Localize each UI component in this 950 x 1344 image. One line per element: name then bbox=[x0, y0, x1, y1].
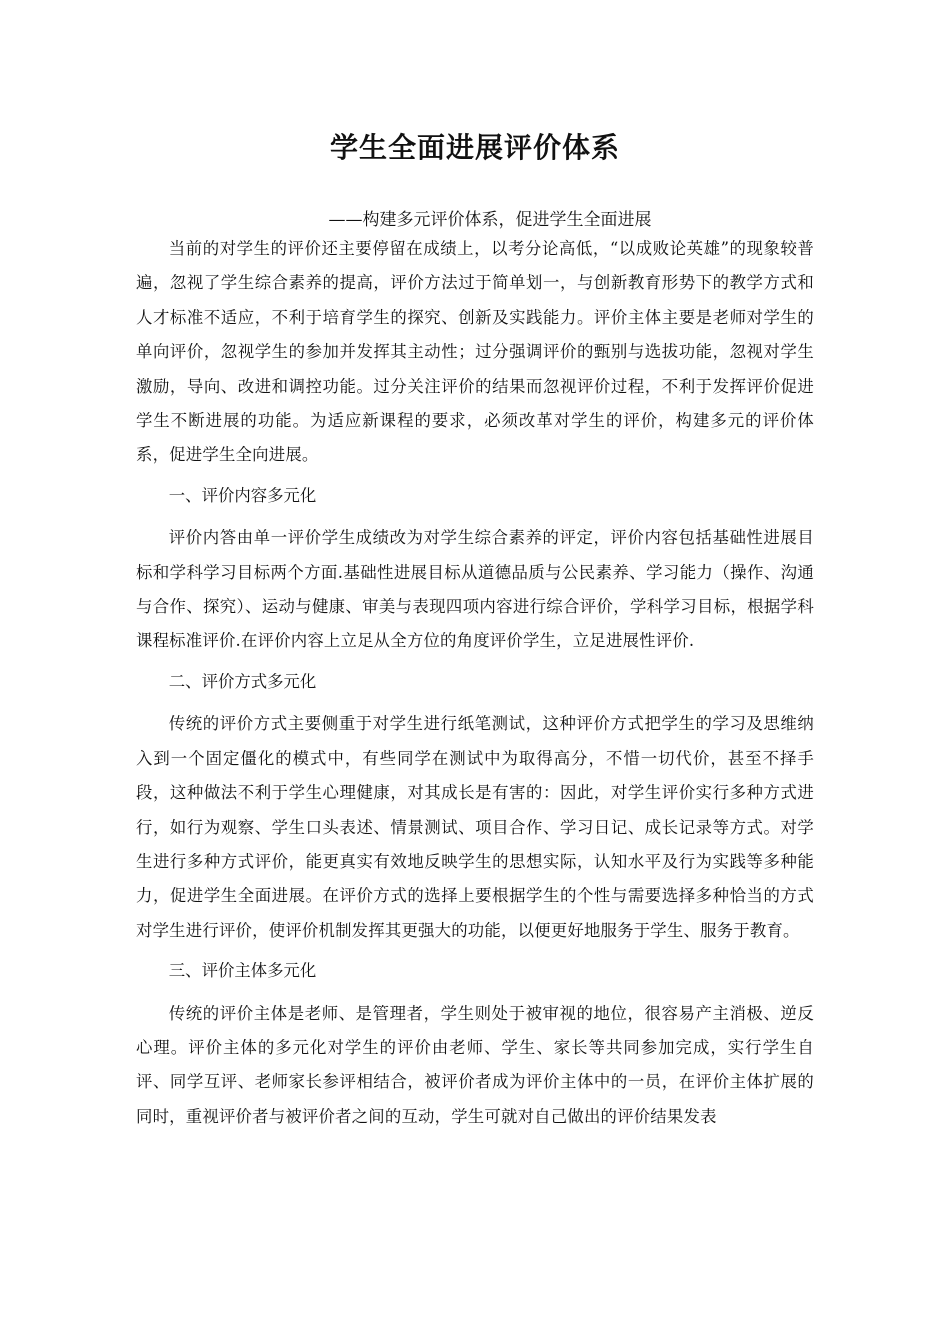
intro-paragraph: 当前的对学生的评价还主要停留在成绩上，以考分论高低，“以成败论英雄”的现象较普遍，忽视了学生综合素养的提高，评价方法过于简单划一，与创新教育形势下的教学方式和人才标准不适应，不利于培育学生的探究、创新及实践能力。评价主体主要是老师对学生的单向评价，忽视学生的参加并发挥其主动性；过分强调评价的甄别与选拔功能，忽视对学生激励，导向、改进和调控功能。过分关注评价的结果而忽视评价过程，不利于发挥评价促进学生不断进展的功能。为适应新课程的要求，必须改革对学生的评价，构建多元的评价体系，促进学生全向进展。 bbox=[136, 239, 814, 465]
document-title: 学生全面进展评价体系 bbox=[329, 131, 620, 164]
section-heading-3: 三、评价主体多元化 bbox=[168, 961, 317, 981]
document-body bbox=[136, 232, 814, 1134]
section-heading-1: 一、评价内容多元化 bbox=[168, 485, 317, 505]
section-paragraph-2: 传统的评价方式主要侧重于对学生进行纸笔测试，这种评价方式把学生的学习及思维纳入到一个固定僵化的模式中，有些同学在测试中为取得高分，不惜一切代价，甚至不择手段，这种做法不利于学生心理健康，对其成长是有害的：因此，对学生评价实行多种方式进行，如行为观察、学生口头表述、情景测试、项目合作、学习日记、成长记录等方式。对学生进行多种方式评价，能更真实有效地反映学生的思想实际，认知水平及行为实践等多种能力，促进学生全面进展。在评价方式的选择上要根据学生的个性与需要选择多种恰当的方式对学生进行评价，使评价机制发挥其更强大的功能，以便更好地服务于学生、服务于教育。 bbox=[136, 714, 814, 940]
document-subtitle: ——构建多元评价体系，促进学生全面进展 bbox=[328, 210, 652, 230]
section-paragraph-1: 评价内答由单一评价学生成绩改为对学生综合素养的评定，评价内容包括基础性进展目标和学科学习目标两个方面.基础性进展目标从道德品质与公民素养、学习能力（操作、沟通与合作、探究）、运动与健康、审美与表现四项内容进行综合评价，学科学习目标，根据学科课程标准评价.在评价内容上立足从全方位的角度评价学生，立足进展性评价. bbox=[136, 528, 814, 651]
section-paragraph-3: 传统的评价主体是老师、是管理者，学生则处于被审视的地位，很容易产主消极、逆反心理。评价主体的多元化对学生的评价由老师、学生、家长等共同参加完成，实行学生自评、同学互评、老师家长参评相结合，被评价者成为评价主体中的一员，在评价主体扩展的同时，重视评价者与被评价者之间的互动，学生可就对自己做出的评价结果发表 bbox=[136, 1003, 814, 1126]
section-heading-2: 二、评价方式多元化 bbox=[168, 671, 317, 691]
